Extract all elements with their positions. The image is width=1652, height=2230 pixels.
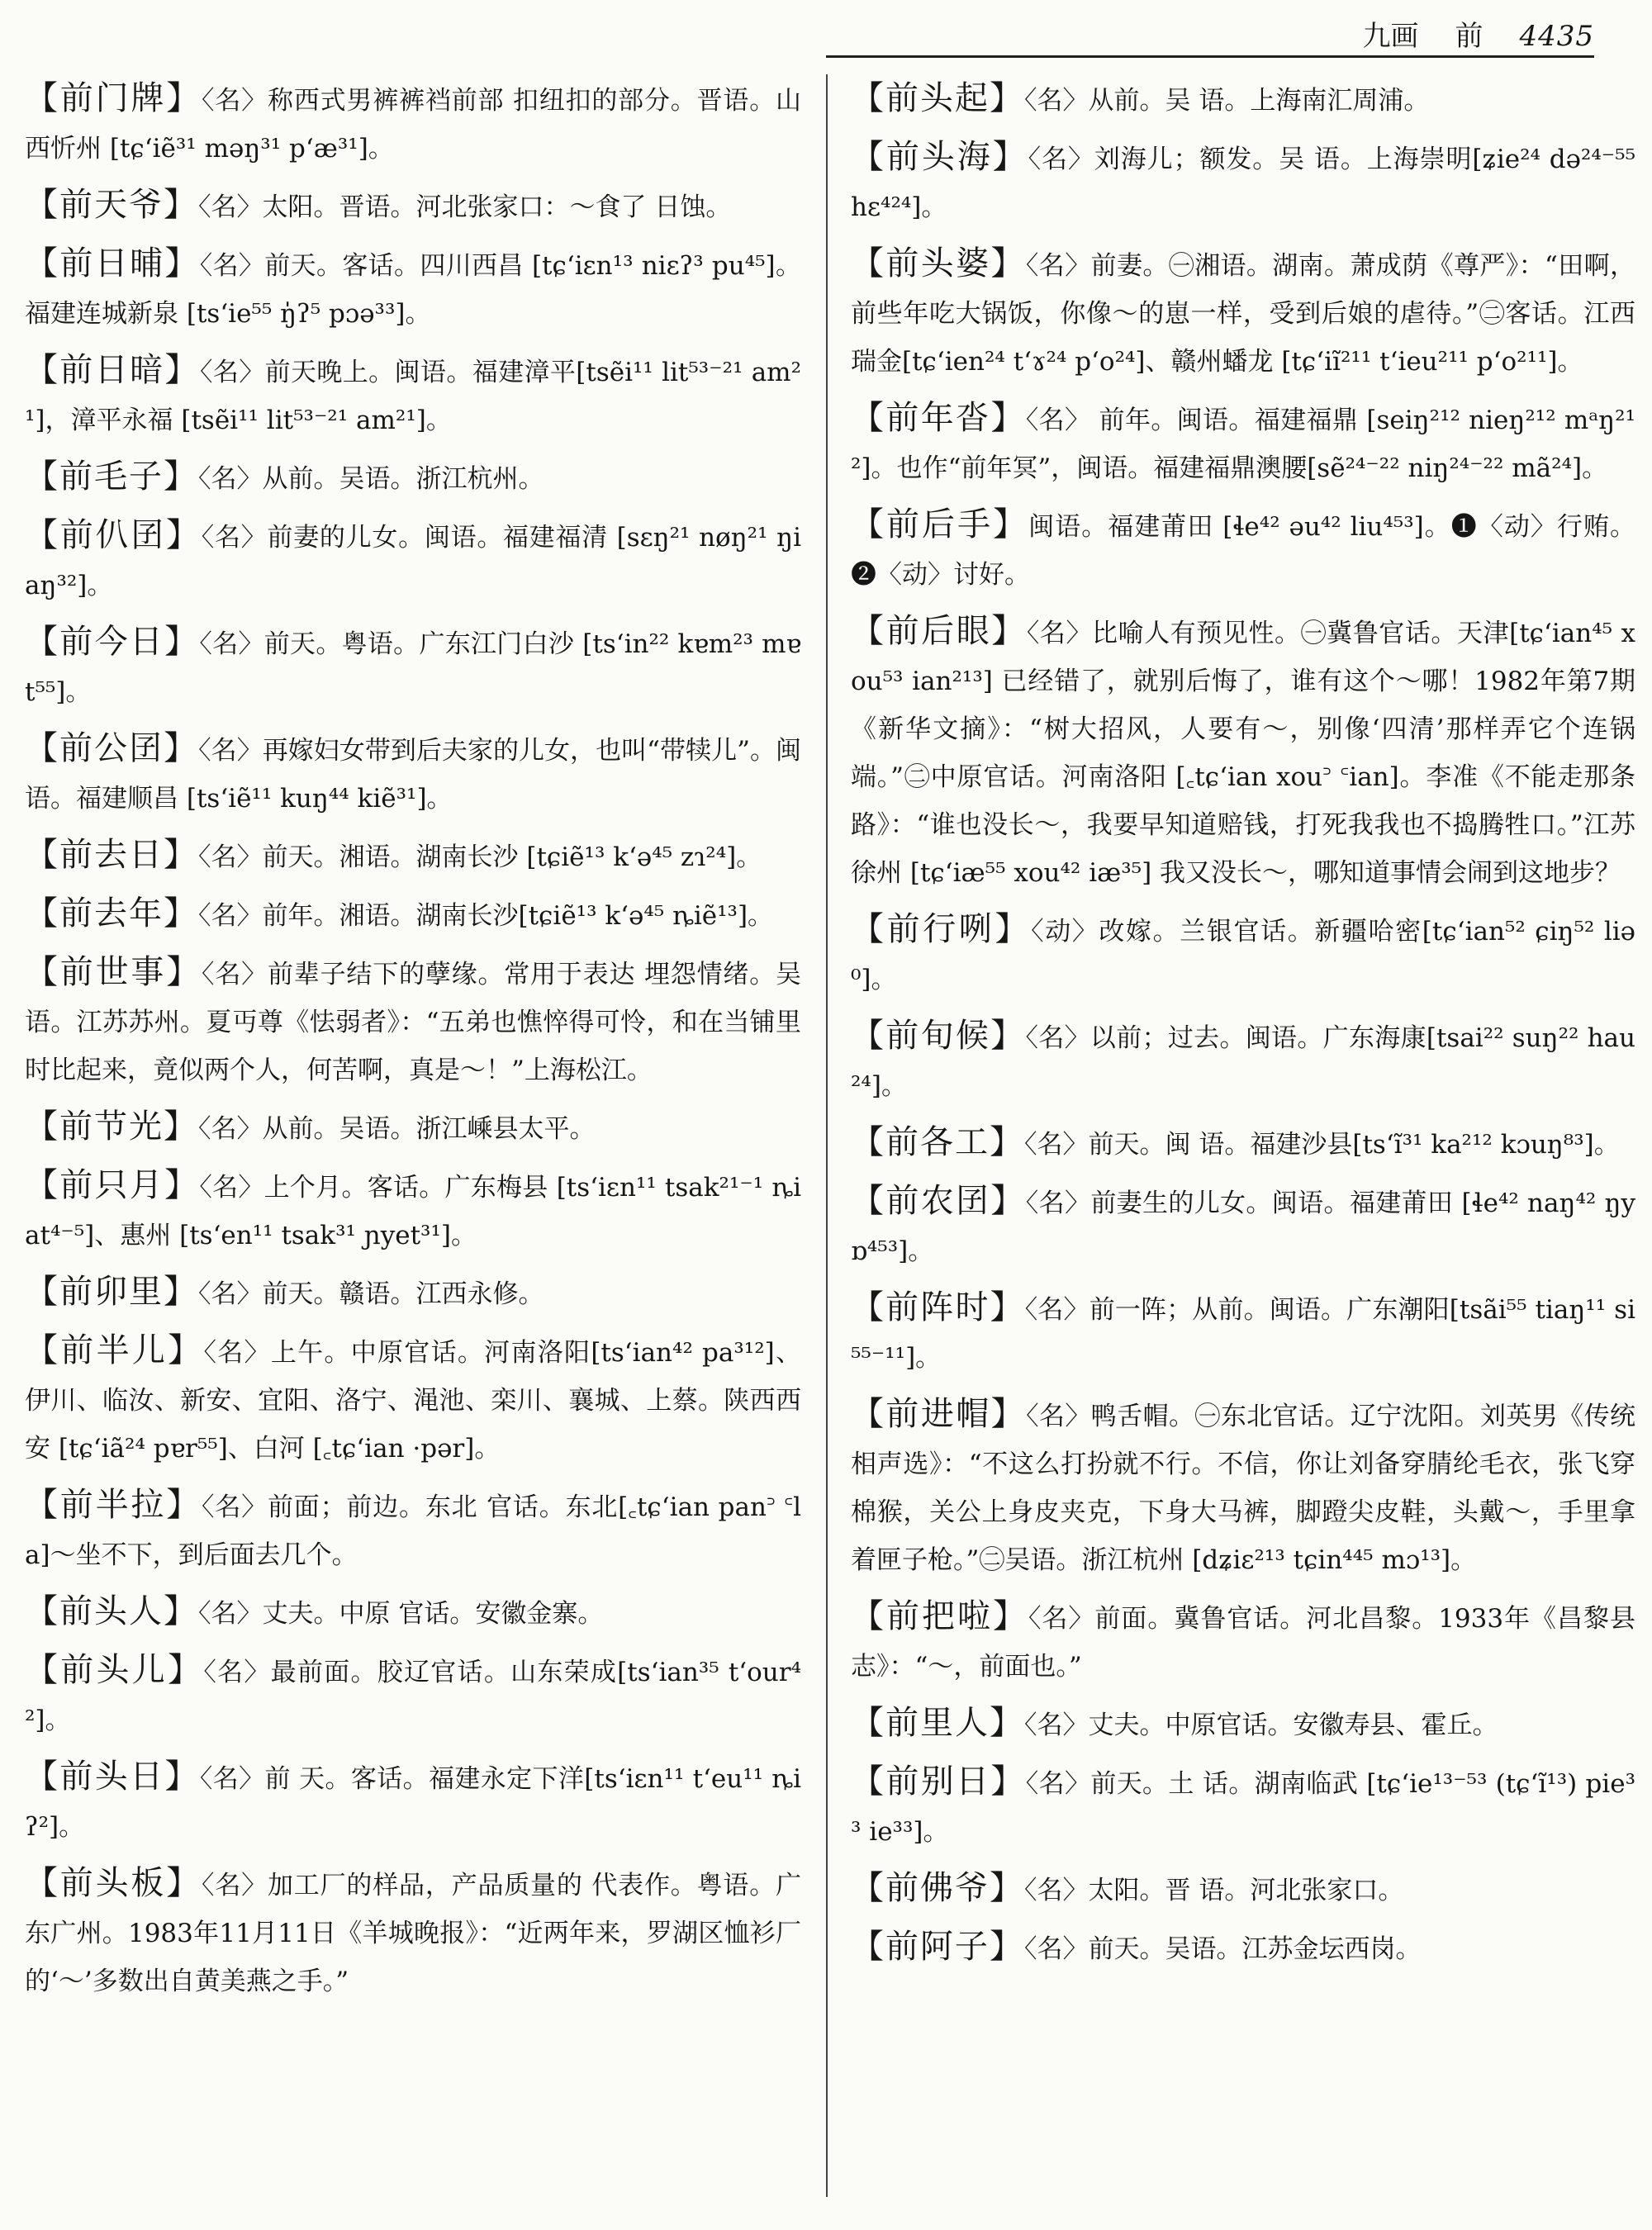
entry-definition: 〈名〉最前面。胶辽官话。山东荣成[tsʻian³⁵ tʻour⁴²]。 bbox=[25, 1658, 801, 1735]
dictionary-entry bbox=[25, 181, 801, 231]
entry-headword: 【前进帽】 bbox=[851, 1395, 1027, 1433]
entry-headword: 【前日晡】 bbox=[25, 244, 200, 282]
entry-definition: 〈名〉前面。冀鲁官话。河北昌黎。1933年《昌黎县志》：“～，前面也。” bbox=[851, 1604, 1635, 1682]
dictionary-entry bbox=[25, 1481, 801, 1579]
entry-headword: 【前节光】 bbox=[25, 1108, 198, 1146]
entry-definition: 〈名〉称西式男裤裤裆前部 扣纽扣的部分。晋语。山西忻州 [tɕʻiẽ³¹ məŋ³¹ pʻæ³¹]。 bbox=[25, 86, 801, 164]
dictionary-entry bbox=[851, 1592, 1635, 1691]
page-number: 4435 bbox=[1519, 20, 1594, 53]
entry-headword: 【前农囝】 bbox=[851, 1182, 1026, 1220]
page-header bbox=[826, 0, 1594, 58]
entry-headword: 【前毛子】 bbox=[25, 458, 198, 496]
entry-headword: 【前里人】 bbox=[851, 1704, 1024, 1742]
dictionary-entry bbox=[25, 240, 801, 338]
entry-headword: 【前日暗】 bbox=[25, 351, 200, 389]
dictionary-entry bbox=[25, 1161, 801, 1260]
entry-definition: 〈名〉太阳。晋 语。河北张家口。 bbox=[1024, 1876, 1404, 1905]
dictionary-entry bbox=[25, 1646, 801, 1744]
dictionary-entry bbox=[851, 1923, 1635, 1973]
dictionary-entry bbox=[25, 453, 801, 503]
entry-headword: 【前卯里】 bbox=[25, 1273, 198, 1311]
entry-headword: 【前头板】 bbox=[25, 1864, 202, 1902]
entry-definition: 〈名〉前天晚上。闽语。福建漳平[tsẽi¹¹ lit⁵³⁻²¹ am²¹]，漳平永福 [tsẽi¹¹ lit⁵³⁻²¹ am²¹]。 bbox=[25, 358, 801, 435]
entry-headword: 【前阿子】 bbox=[851, 1928, 1024, 1966]
entry-headword: 【前天爷】 bbox=[25, 186, 198, 224]
entry-headword: 【前别日】 bbox=[851, 1763, 1026, 1801]
dictionary-entry bbox=[25, 1587, 801, 1638]
dictionary-entry bbox=[851, 1118, 1635, 1169]
section-label: 九画 bbox=[1362, 20, 1419, 53]
dictionary-entry bbox=[851, 607, 1635, 897]
dictionary-entry bbox=[25, 1268, 801, 1318]
right-column bbox=[851, 74, 1635, 2213]
entry-definition: 〈名〉前面；前边。东北 官话。东北[꜀tɕʻian pan꜄ ꜂la]～坐不下，到后面去几个。 bbox=[25, 1492, 801, 1570]
entry-definition: 〈名〉前天。粤语。广东江门白沙 [tsʻin²² kɐm²³ mɐt⁵⁵]。 bbox=[25, 629, 801, 707]
entry-definition: 〈名〉丈夫。中原官话。安徽寿县、霍丘。 bbox=[1024, 1710, 1498, 1740]
entry-headword: 【前旬候】 bbox=[851, 1017, 1026, 1055]
dictionary-entry bbox=[851, 133, 1635, 231]
dictionary-entry bbox=[851, 240, 1635, 386]
entry-definition: 〈名〉前 天。客话。福建永定下洋[tsʻiɛn¹¹ tʻeu¹¹ ȵiʔ²]。 bbox=[25, 1764, 801, 1842]
dictionary-entry bbox=[25, 1753, 801, 1851]
entry-headword: 【前各工】 bbox=[851, 1123, 1024, 1161]
entry-definition: 〈动〉改嫁。兰银官话。新疆哈密[tɕʻian⁵² ɕiŋ⁵² liə⁰]。 bbox=[851, 917, 1635, 994]
entry-definition: 〈名〉前天。土 话。湖南临武 [tɕʻie¹³⁻⁵³ (tɕʻĩ¹³) pie³³ ie³³]。 bbox=[851, 1769, 1635, 1847]
entry-definition: 〈名〉上午。中原官话。河南洛阳[tsʻian⁴² pa³¹²]、伊川、临汝、新安、宜阳、洛宁、渑池、栾川、襄城、上蔡。陕西西安 [tɕʻiã²⁴ pɐr⁵⁵]、白河 [꜀tɕʻian ·pər]。 bbox=[25, 1338, 801, 1464]
dictionary-entry bbox=[851, 1758, 1635, 1856]
entry-definition: 〈名〉以前；过去。闽语。广东海康[tsai²² suŋ²² hau²⁴]。 bbox=[851, 1023, 1635, 1101]
entry-definition: 〈名〉再嫁妇女带到后夫家的儿女，也叫“带犊儿”。闽语。福建顺昌 [tsʻiẽ¹¹ kuŋ⁴⁴ kiẽ³¹]。 bbox=[25, 736, 801, 814]
entry-headword: 【前今日】 bbox=[25, 623, 200, 661]
entry-headword: 【前把啦】 bbox=[851, 1597, 1028, 1635]
entry-definition: 〈名〉前辈子结下的孽缘。常用于表达 埋怨情绪。吴语。江苏苏州。夏丏尊《怯弱者》：“五弟也憔悴得可怜，和在当铺里时比起来，竟似两个人，何苦啊，真是～！”上海松江。 bbox=[25, 960, 801, 1085]
entry-definition: 〈名〉从前。吴 语。上海南汇周浦。 bbox=[1024, 86, 1430, 116]
entry-headword: 【前去年】 bbox=[25, 894, 198, 932]
entry-headword: 【前佛爷】 bbox=[851, 1869, 1024, 1907]
dictionary-entry bbox=[25, 724, 801, 823]
dictionary-entry bbox=[25, 1859, 801, 2005]
entry-headword: 【前阵时】 bbox=[851, 1288, 1025, 1326]
entry-definition: 〈名〉刘海儿；额发。吴 语。上海崇明[ʑie²⁴ də²⁴⁻⁵⁵ hɛ⁴²⁴]。 bbox=[851, 145, 1635, 222]
radical-char: 前 bbox=[1455, 20, 1483, 53]
dictionary-entry bbox=[851, 1012, 1635, 1110]
dictionary-entry bbox=[851, 1864, 1635, 1914]
entry-definition: 〈名〉前年。湘语。湖南长沙[tɕiẽ¹³ kʻə⁴⁵ ȵiẽ¹³]。 bbox=[198, 901, 774, 931]
dictionary-entry bbox=[851, 1390, 1635, 1584]
dictionary-entry bbox=[851, 1699, 1635, 1749]
entry-definition: 〈名〉比喻人有预见性。㊀冀鲁官话。天津[tɕʻian⁴⁵ xou⁵³ ian²¹³] 已经错了，就别后悔了，谁有这个～哪！1982年第7期《新华文摘》：“树大招风，人要有～，别像‘四清’那样弄它个连锅端。”㊁中原官话。河南洛阳 [꜀tɕʻian xou꜄ ꜂ian]。李准《不能走那条路》：“谁也没长～，我要早知道赔钱，打死我我也不捣腾牲口。”江苏徐州 [tɕʻiæ⁵⁵ xou⁴² iæ³⁵] 我又没长～，哪知道事情会闹到这地步？ bbox=[851, 619, 1635, 888]
entry-definition: 〈名〉前天。客话。四川西昌 [tɕʻiɛn¹³ niɛʔ³ pu⁴⁵]。福建连城新泉 [tsʻie⁵⁵ ŋ̍ʔ⁵ pɔə³³]。 bbox=[25, 251, 801, 329]
entry-headword: 【前半拉】 bbox=[25, 1486, 202, 1524]
entry-definition: 〈名〉前妻。㊀湘语。湖南。萧成荫《尊严》：“田啊，前些年吃大锅饭，你像～的崽一样，受到后娘的虐待。”㊁客话。江西瑞金[tɕʻien²⁴ tʻɤ²⁴ pʻo²⁴]、赣州蟠龙 [tɕʻiĩ²¹¹ tʻieu²¹¹ pʻo²¹¹]。 bbox=[851, 251, 1635, 377]
left-column bbox=[25, 74, 801, 2213]
entry-definition: 〈名〉前天。闽 语。福建沙县[tsʻĩ³¹ ka²¹² kɔuŋ⁸³]。 bbox=[1024, 1130, 1620, 1160]
entry-headword: 【前行咧】 bbox=[851, 910, 1032, 948]
dictionary-entry bbox=[851, 1177, 1635, 1275]
dictionary-entry bbox=[851, 905, 1635, 1004]
entry-definition: 〈名〉前一阵；从前。闽语。广东潮阳[tsãi⁵⁵ tiaŋ¹¹ si⁵⁵⁻¹¹]。 bbox=[851, 1295, 1635, 1373]
dictionary-entry bbox=[25, 890, 801, 940]
entry-definition: 〈名〉前天。湘语。湖南长沙 [tɕiẽ¹³ kʻə⁴⁵ zɿ²⁴]。 bbox=[198, 842, 762, 872]
entry-definition: 〈名〉前天。吴语。江苏金坛西岗。 bbox=[1024, 1934, 1422, 1964]
dictionary-entry bbox=[25, 1326, 801, 1473]
dictionary-entry bbox=[851, 394, 1635, 492]
entry-headword: 【前头日】 bbox=[25, 1758, 200, 1796]
entry-headword: 【前去日】 bbox=[25, 836, 198, 874]
entry-headword: 【前后眼】 bbox=[851, 612, 1027, 650]
dictionary-entry bbox=[25, 831, 801, 881]
entry-definition: 〈名〉鸭舌帽。㊀东北官话。辽宁沈阳。刘英男《传统相声选》：“不这么打扮就不行。不信，你让刘备穿腈纶毛衣，张飞穿棉猴，关公上身皮夹克，下身大马裤，脚蹬尖皮鞋，头戴～，手里拿着匣子枪。”㊁吴语。浙江杭州 [dʑiɛ²¹³ tɕin⁴⁴⁵ mɔ¹³]。 bbox=[851, 1402, 1635, 1575]
entry-headword: 【前头婆】 bbox=[851, 244, 1026, 282]
entry-definition: 〈名〉 前年。闽语。福建福鼎 [seiŋ²¹² nieŋ²¹² mᵃŋ²¹²]。也作“前年冥”，闽语。福建福鼎澳腰[sẽ²⁴⁻²² niŋ²⁴⁻²² mã²⁴]。 bbox=[851, 406, 1635, 483]
entry-definition: 〈名〉前妻的儿女。闽语。福建福清 [sɛŋ²¹ nøŋ²¹ ŋiaŋ³²]。 bbox=[25, 523, 801, 600]
entry-definition: 闽语。福建莆田 [ɬe⁴² əu⁴² liu⁴⁵³]。❶〈动〉行贿。❷〈动〉讨好。 bbox=[851, 512, 1635, 590]
dictionary-entry bbox=[851, 501, 1635, 599]
entry-headword: 【前世事】 bbox=[25, 953, 202, 991]
entry-headword: 【前公囝】 bbox=[25, 729, 199, 767]
entry-headword: 【前头海】 bbox=[851, 138, 1028, 176]
dictionary-entry bbox=[25, 511, 801, 610]
entry-definition: 〈名〉前天。赣语。江西永修。 bbox=[198, 1279, 544, 1309]
entry-definition: 〈名〉太阳。晋语。河北张家口：～食了 日蚀。 bbox=[198, 192, 732, 222]
dictionary-entry bbox=[25, 1103, 801, 1153]
dictionary-entry bbox=[851, 1283, 1635, 1382]
entry-definition: 〈名〉丈夫。中原 官话。安徽金寨。 bbox=[198, 1599, 604, 1629]
entry-headword: 【前后手】 bbox=[851, 505, 1029, 543]
entry-headword: 【前门牌】 bbox=[25, 79, 202, 117]
entry-headword: 【前半儿】 bbox=[25, 1331, 204, 1369]
column-divider bbox=[826, 74, 828, 2197]
dictionary-entry bbox=[25, 948, 801, 1094]
entry-headword: 【前仈囝】 bbox=[25, 516, 202, 554]
entry-headword: 【前头起】 bbox=[851, 79, 1024, 117]
entry-headword: 【前只月】 bbox=[25, 1166, 200, 1204]
entry-definition: 〈名〉上个月。客话。广东梅县 [tsʻiɛn¹¹ tsak²¹⁻¹ ȵiat⁴⁻⁵]、惠州 [tsʻen¹¹ tsak³¹ ɲyet³¹]。 bbox=[25, 1173, 801, 1250]
entry-definition: 〈名〉加工厂的样品，产品质量的 代表作。粤语。广东广州。1983年11月11日《羊城晚报》：“近两年来，罗湖区恤衫厂的‘～’多数出自黄美燕之手。” bbox=[25, 1871, 801, 1996]
entry-headword: 【前头儿】 bbox=[25, 1651, 204, 1689]
dictionary-entry bbox=[25, 346, 801, 444]
entry-headword: 【前头人】 bbox=[25, 1592, 198, 1630]
dictionary-entry bbox=[25, 618, 801, 716]
entry-definition: 〈名〉从前。吴语。浙江嵊县太平。 bbox=[198, 1114, 596, 1144]
dictionary-entry bbox=[25, 74, 801, 173]
entry-definition: 〈名〉从前。吴语。浙江杭州。 bbox=[198, 464, 544, 494]
entry-headword: 【前年沓】 bbox=[851, 399, 1026, 437]
entry-definition: 〈名〉前妻生的儿女。闽语。福建莆田 [ɬe⁴² naŋ⁴² ŋyɒ⁴⁵³]。 bbox=[851, 1189, 1635, 1266]
dictionary-entry bbox=[851, 74, 1635, 125]
